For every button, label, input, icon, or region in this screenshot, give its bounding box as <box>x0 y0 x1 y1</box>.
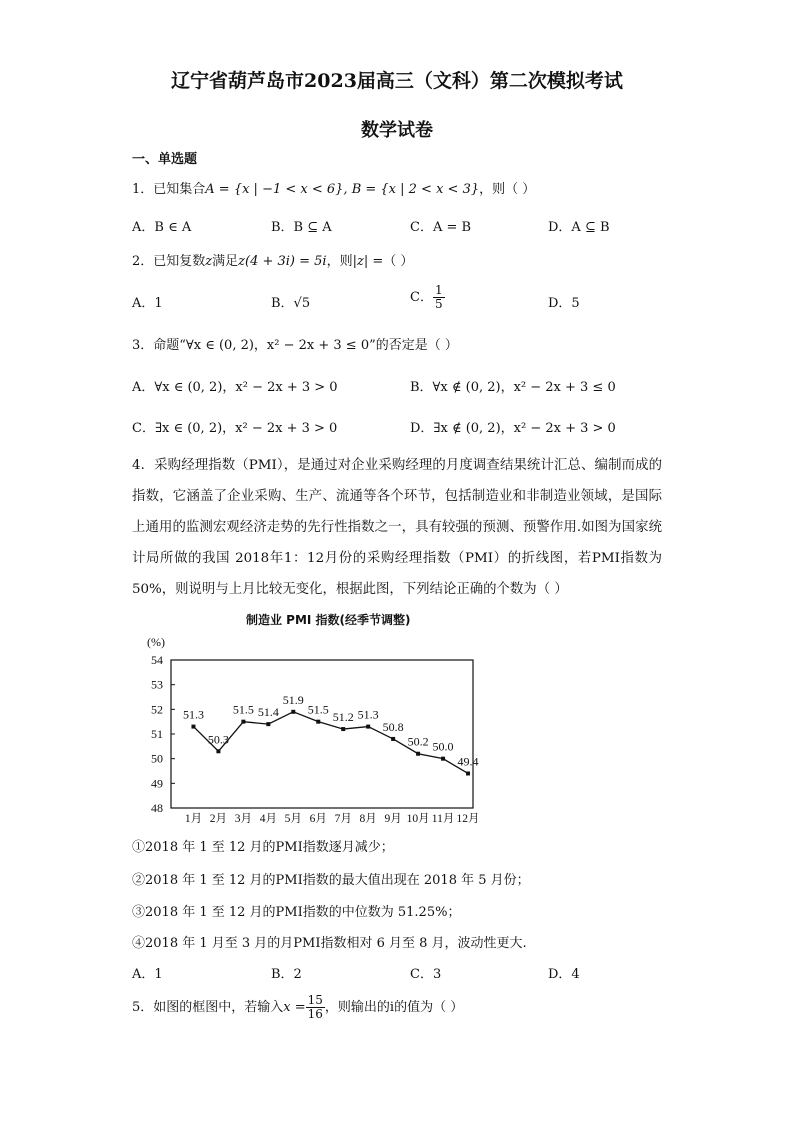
question-5 <box>132 994 463 1021</box>
q2-stem-mid2: ，则 <box>326 254 353 269</box>
q2-option-a: A．1 <box>132 296 163 311</box>
x-tick-label: 9月 <box>384 813 402 825</box>
data-label: 51.9 <box>282 692 304 707</box>
data-label: 50.3 <box>207 732 229 747</box>
data-point <box>266 722 270 726</box>
data-label: 51.5 <box>307 702 329 717</box>
data-point <box>216 749 220 753</box>
x-tick-label: 8月 <box>359 813 377 825</box>
q2-equation: z(4 + 3i) = 5i <box>238 254 327 269</box>
q2-variable: z <box>205 254 213 269</box>
x-tick-label: 10月 <box>406 813 430 825</box>
question-2 <box>132 250 413 269</box>
q2-option-b: B．√5 <box>271 296 311 311</box>
data-label: 50.0 <box>432 739 454 754</box>
q4-option-d: D．4 <box>548 967 580 982</box>
q4-statement-3: ③2018 年 1 至 12 月的PMI指数的中位数为 51.25%； <box>132 905 461 920</box>
q1-stem-prefix: 1．已知集合 <box>132 182 206 197</box>
q3-option-a: A．∀x ∈ (0, 2)，x² − 2x + 3 > 0 <box>132 380 338 395</box>
q1-option-b: B．B ⊆ A <box>271 220 332 235</box>
data-label: 51.3 <box>357 707 379 722</box>
question-4-paragraph <box>132 450 662 605</box>
q2-option-c-label: C． <box>410 290 433 305</box>
q1-option-c: C．A = B <box>410 220 472 235</box>
page-title: 辽宁省葫芦岛市2023届高三（文科）第二次模拟考试 <box>171 70 623 92</box>
y-axis-label: (%) <box>147 635 165 649</box>
data-point <box>441 757 445 761</box>
y-tick-label: 54 <box>151 653 163 667</box>
x-tick-label: 4月 <box>259 813 277 825</box>
section-heading: 一、单选题 <box>132 152 198 167</box>
question-1 <box>132 178 535 197</box>
y-tick-label: 50 <box>151 751 163 766</box>
q2-option-c-fraction <box>433 284 445 311</box>
x-tick-label: 5月 <box>284 813 302 825</box>
q2-stem-prefix: 2．已知复数 <box>132 254 206 269</box>
x-tick-label: 12月 <box>456 813 480 825</box>
x-tick-label: 6月 <box>309 813 327 825</box>
q4-statement-4: ④2018 年 1 月至 3 月的月PMI指数相对 6 月至 8 月，波动性更大. <box>132 936 527 951</box>
data-label: 51.5 <box>232 702 254 717</box>
data-label: 51.3 <box>182 707 204 722</box>
question-3: 3．命题“∀x ∈ (0, 2)，x² − 2x + 3 ≤ 0”的否定是（ ） <box>132 338 458 353</box>
q3-option-d: D．∃x ∉ (0, 2)，x² − 2x + 3 > 0 <box>410 421 616 436</box>
q5-numerator: 15 <box>307 993 323 1007</box>
q1-option-a: A．B ∈ A <box>132 220 192 235</box>
y-tick-label: 51 <box>151 727 163 741</box>
y-tick-label: 49 <box>151 776 163 791</box>
data-point <box>191 725 195 729</box>
q1-option-d: D．A ⊆ B <box>548 220 610 235</box>
q5-stem-prefix: 5．如图的框图中，若输入 <box>132 1000 284 1015</box>
y-tick-label: 53 <box>151 677 163 692</box>
q2-stem-suffix: =（ ） <box>368 254 414 269</box>
q4-option-b: B．2 <box>271 967 302 982</box>
x-tick-label: 2月 <box>209 813 228 825</box>
data-label: 51.4 <box>257 705 279 720</box>
x-tick-label: 3月 <box>234 813 253 825</box>
q2-option-d: D．5 <box>548 296 580 311</box>
q2-option-c-denominator: 5 <box>434 297 443 311</box>
data-label: 51.2 <box>332 710 354 725</box>
q5-denominator: 16 <box>307 1007 323 1021</box>
data-label: 50.8 <box>382 719 404 734</box>
q4-option-c: C．3 <box>410 967 442 982</box>
q4-text: 4．采购经理指数（PMI），是通过对企业采购经理的月度调查结果统计汇总、编制而成的指数，它涵盖了企业采购、生产、流通等各个环节，包括制造业和非制造业领域，是国际上通用的监测宏观经济走势的先行性指数之一，具有较强的预测、预警作用.如图为国家统计局所做的我国 2018年1：12月份的采购经理指数（PMI）的折线图，若PMI指数为50%，则说明与上月比较无变化，根据此图，下列结论正确的个数为（ ） <box>132 458 662 597</box>
q2-abs: |z| <box>352 254 369 269</box>
x-tick-label: 1月 <box>184 813 203 825</box>
y-tick-label: 52 <box>151 702 163 717</box>
q4-statement-1: ①2018 年 1 至 12 月的PMI指数逐月减少； <box>132 840 394 855</box>
chart-title: 制造业 PMI 指数(经季节调整) <box>246 613 411 627</box>
q4-statement-2: ②2018 年 1 至 12 月的PMI指数的最大值出现在 2018 年 5 月份； <box>132 873 530 888</box>
data-point <box>341 727 345 731</box>
data-point <box>316 720 320 724</box>
q2-option-c <box>410 284 445 311</box>
data-point <box>391 737 395 741</box>
q5-fraction <box>306 994 325 1021</box>
y-tick-label: 48 <box>151 801 163 815</box>
data-point <box>466 771 470 775</box>
x-tick-label: 11月 <box>431 813 455 825</box>
q4-option-a: A．1 <box>132 967 163 982</box>
q3-option-c: C．∃x ∈ (0, 2)，x² − 2x + 3 > 0 <box>132 421 338 436</box>
q2-option-c-numerator: 1 <box>434 283 443 297</box>
x-tick-label: 7月 <box>334 813 352 825</box>
q1-stem-suffix: ，则（ ） <box>479 182 536 197</box>
page-subtitle: 数学试卷 <box>361 120 433 141</box>
q5-variable: x = <box>283 1000 306 1015</box>
data-point <box>416 752 420 756</box>
q5-stem-suffix: ，则输出的i的值为（ ） <box>324 1000 464 1015</box>
data-point <box>241 720 245 724</box>
pmi-line-chart <box>135 630 490 825</box>
q3-option-b: B．∀x ∉ (0, 2)，x² − 2x + 3 ≤ 0 <box>410 380 616 395</box>
q2-stem-mid: 满足 <box>212 254 239 269</box>
data-label: 49.4 <box>457 754 479 769</box>
q1-set-definition: A = {x | −1 < x < 6}, B = {x | 2 < x < 3} <box>205 182 480 197</box>
data-point <box>291 710 295 714</box>
data-label: 50.2 <box>407 734 429 749</box>
data-point <box>366 725 370 729</box>
